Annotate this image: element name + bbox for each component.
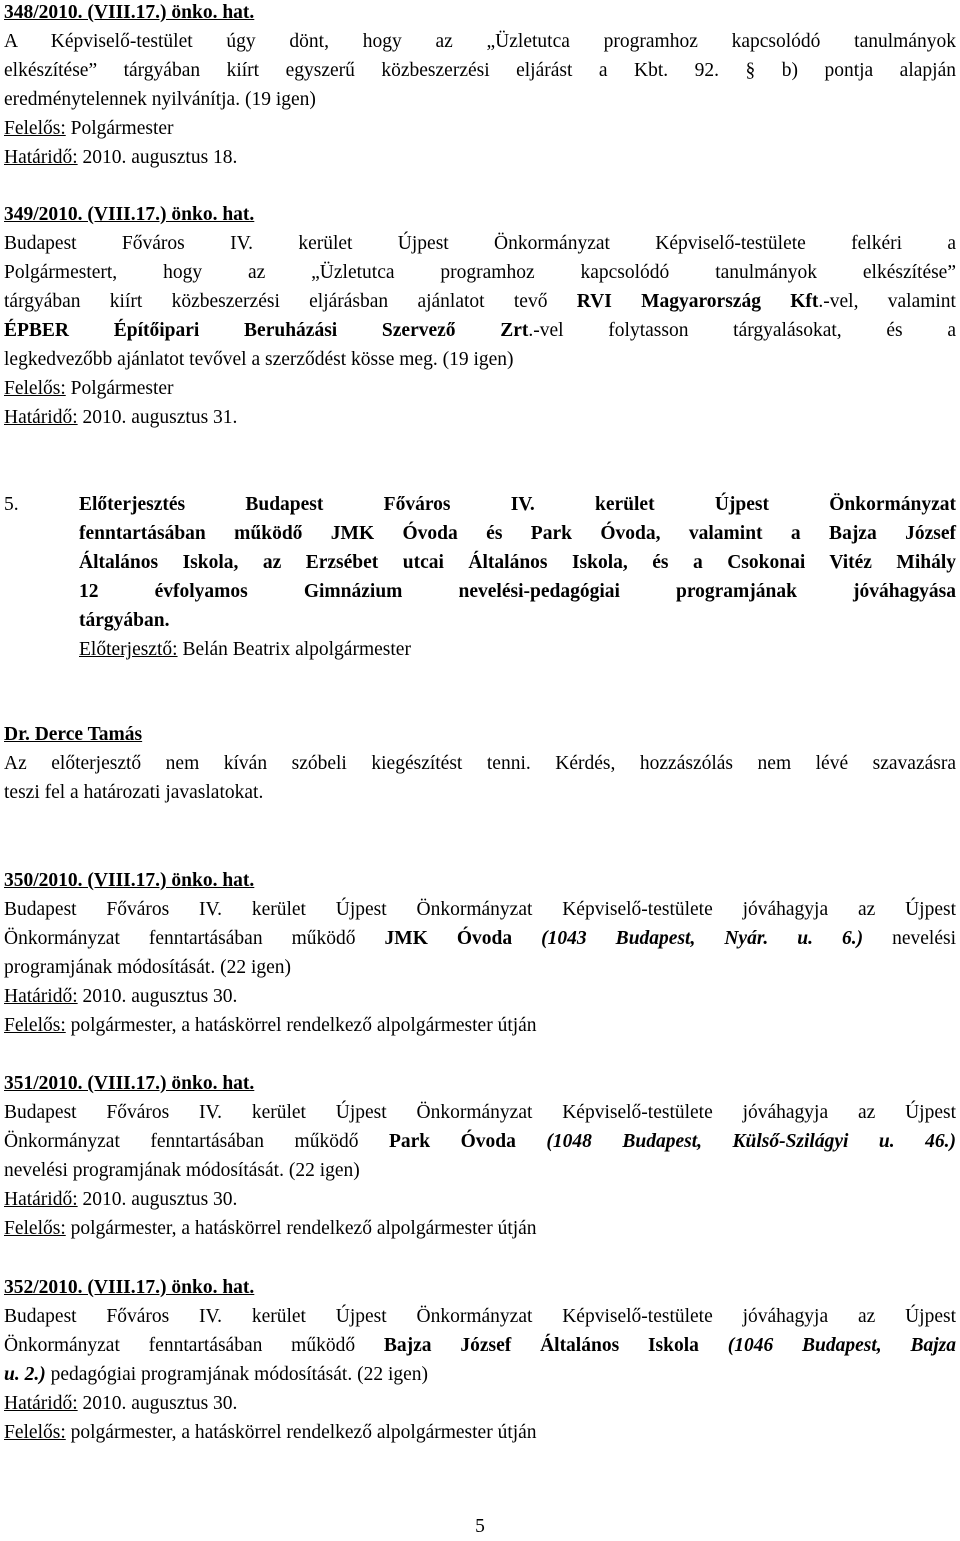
agenda-item-title [79, 490, 956, 664]
resolution-348-text-line-3: eredménytelennek nyilvánítja. (19 igen) [4, 89, 316, 110]
resolution-351-responsible [4, 1214, 956, 1243]
responsible-value: polgármester, a hatáskörrel rendelkező alpolgármester útján [65, 1218, 537, 1239]
deadline-value: 2010. augusztus 18. [77, 147, 238, 168]
resolution-349-heading: 349/2010. (VIII.17.) önko. hat. [4, 204, 255, 225]
text-segment: tárgyában kiírt közbeszerzési eljárásban ajánlatot tevő [4, 291, 577, 312]
resolution-349-text-line-5: legkedvezőbb ajánlatot tevővel a szerződést kösse meg. (19 igen) [4, 349, 514, 370]
resolution-350-text-line-1: Budapest Főváros IV. kerület Újpest Önkormányzat Képviselő-testülete jóváhagyja az Újpest [4, 899, 956, 920]
resolution-350-heading: 350/2010. (VIII.17.) önko. hat. [4, 870, 255, 891]
resolution-350-text-line-3: programjának módosítását. (22 igen) [4, 957, 292, 978]
responsible-value: polgármester, a hatáskörrel rendelkező alpolgármester útján [65, 1015, 537, 1036]
text-segment: Önkormányzat fenntartásában működő [4, 928, 385, 949]
resolution-349-text-line-2: Polgármestert, hogy az „Üzletutca programhoz kapcsolódó tanulmányok elkészítése” [4, 262, 956, 283]
text-segment: .-vel, valamint [818, 291, 956, 312]
institution-name: Park Óvoda [388, 1131, 516, 1152]
institution-address: (1046 Budapest, Bajza [698, 1335, 956, 1356]
resolution-352-deadline [4, 1389, 956, 1418]
resolution-349-text-line-3 [4, 287, 956, 316]
responsible-value: polgármester, a hatáskörrel rendelkező alpolgármester útján [65, 1422, 537, 1443]
deadline-label: Határidő: [4, 1189, 78, 1210]
responsible-label: Felelős: [4, 1015, 66, 1036]
resolution-349 [4, 200, 956, 432]
resolution-349-text-line-1: Budapest Főváros IV. kerület Újpest Önkormányzat Képviselő-testülete felkéri a [4, 233, 956, 254]
responsible-label: Felelős: [4, 1218, 66, 1239]
agenda-item-title-line-5: tárgyában. [79, 610, 170, 631]
resolution-351-text-line-1: Budapest Főváros IV. kerület Újpest Önkormányzat Képviselő-testülete jóváhagyja az Újpest [4, 1102, 956, 1123]
responsible-label: Felelős: [4, 378, 66, 399]
agenda-item-presenter [79, 635, 956, 664]
resolution-348 [4, 0, 956, 172]
deadline-value: 2010. augusztus 30. [77, 986, 238, 1007]
responsible-value: Polgármester [65, 378, 174, 399]
speaker-name: Dr. Derce Tamás [4, 724, 143, 745]
institution-name: JMK Óvoda [384, 928, 513, 949]
text-segment: nevelési [863, 928, 957, 949]
resolution-351-heading: 351/2010. (VIII.17.) önko. hat. [4, 1073, 255, 1094]
deadline-label: Határidő: [4, 986, 78, 1007]
speaker-text-line-2: teszi fel a határozati javaslatokat. [4, 782, 264, 803]
resolution-349-responsible [4, 374, 956, 403]
resolution-352-text-line-2 [4, 1331, 956, 1360]
resolution-351 [4, 1069, 956, 1243]
deadline-label: Határidő: [4, 1393, 78, 1414]
resolution-349-text-line-4 [4, 316, 956, 345]
institution-address-continued: u. 2.) [4, 1364, 46, 1385]
resolution-351-text-line-3: nevelési programjának módosítását. (22 igen) [4, 1160, 360, 1181]
resolution-349-deadline [4, 403, 956, 432]
text-segment: Önkormányzat fenntartásában működő [4, 1131, 389, 1152]
responsible-label: Felelős: [4, 118, 66, 139]
deadline-value: 2010. augusztus 31. [77, 407, 238, 428]
deadline-label: Határidő: [4, 147, 78, 168]
resolution-350 [4, 866, 956, 1040]
agenda-item-title-line-3: Általános Iskola, az Erzsébet utcai Általános Iskola, és a Csokonai Vitéz Mihály [79, 552, 956, 573]
institution-name: Bajza József Általános Iskola [383, 1335, 699, 1356]
deadline-value: 2010. augusztus 30. [77, 1189, 238, 1210]
presenter-value: Belán Beatrix alpolgármester [177, 639, 411, 660]
text-segment: .-vel folytasson tárgyalásokat, és a [528, 320, 956, 341]
resolution-348-text-line-1: A Képviselő-testület úgy dönt, hogy az „Üzletutca programhoz kapcsolódó tanulmányok [4, 31, 956, 52]
resolution-352 [4, 1273, 956, 1447]
resolution-352-heading: 352/2010. (VIII.17.) önko. hat. [4, 1277, 255, 1298]
agenda-item-number: 5. [4, 494, 19, 515]
resolution-350-deadline [4, 982, 956, 1011]
agenda-item-title-line-4: 12 évfolyamos Gimnázium nevelési-pedagógiai programjának jóváhagyása [79, 581, 956, 602]
resolution-350-text-line-2 [4, 924, 956, 953]
resolution-348-deadline [4, 143, 956, 172]
agenda-item-title-line-2: fenntartásában működő JMK Óvoda és Park Óvoda, valamint a Bajza József [79, 523, 956, 544]
resolution-351-text-line-2 [4, 1127, 956, 1156]
resolution-352-responsible [4, 1418, 956, 1447]
deadline-label: Határidő: [4, 407, 78, 428]
institution-address: (1048 Budapest, Külső-Szilágyi u. 46.) [515, 1131, 956, 1152]
responsible-label: Felelős: [4, 1422, 66, 1443]
agenda-item-5 [4, 490, 956, 664]
presenter-label: Előterjesztő: [79, 639, 178, 660]
text-segment: Önkormányzat fenntartásában működő [4, 1335, 384, 1356]
resolution-351-deadline [4, 1185, 956, 1214]
speaker-text-line-1: Az előterjesztő nem kíván szóbeli kiegészítést tenni. Kérdés, hozzászólás nem lévé szavazásra [4, 753, 956, 774]
resolution-348-heading: 348/2010. (VIII.17.) önko. hat. [4, 2, 255, 23]
speaker-block [4, 720, 956, 807]
deadline-value: 2010. augusztus 30. [77, 1393, 238, 1414]
company-name-rvi: RVI Magyarország Kft [576, 291, 819, 312]
responsible-value: Polgármester [65, 118, 174, 139]
text-segment: pedagógiai programjának módosítását. (22 igen) [45, 1364, 429, 1385]
resolution-352-text-line-3 [4, 1360, 956, 1389]
page-number: 5 [475, 1516, 485, 1537]
company-name-epber: ÉPBER Építőipari Beruházási Szervező Zrt [4, 320, 529, 341]
resolution-348-responsible [4, 114, 956, 143]
resolution-352-text-line-1: Budapest Főváros IV. kerület Újpest Önkormányzat Képviselő-testülete jóváhagyja az Újpest [4, 1306, 956, 1327]
institution-address: (1043 Budapest, Nyár. u. 6.) [512, 928, 864, 949]
resolution-350-responsible [4, 1011, 956, 1040]
agenda-item-title-line-1: Előterjesztés Budapest Főváros IV. kerület Újpest Önkormányzat [79, 494, 956, 515]
resolution-348-text-line-2: elkészítése” tárgyában kiírt egyszerű közbeszerzési eljárást a Kbt. 92. § b) pontja alapján [4, 60, 956, 81]
